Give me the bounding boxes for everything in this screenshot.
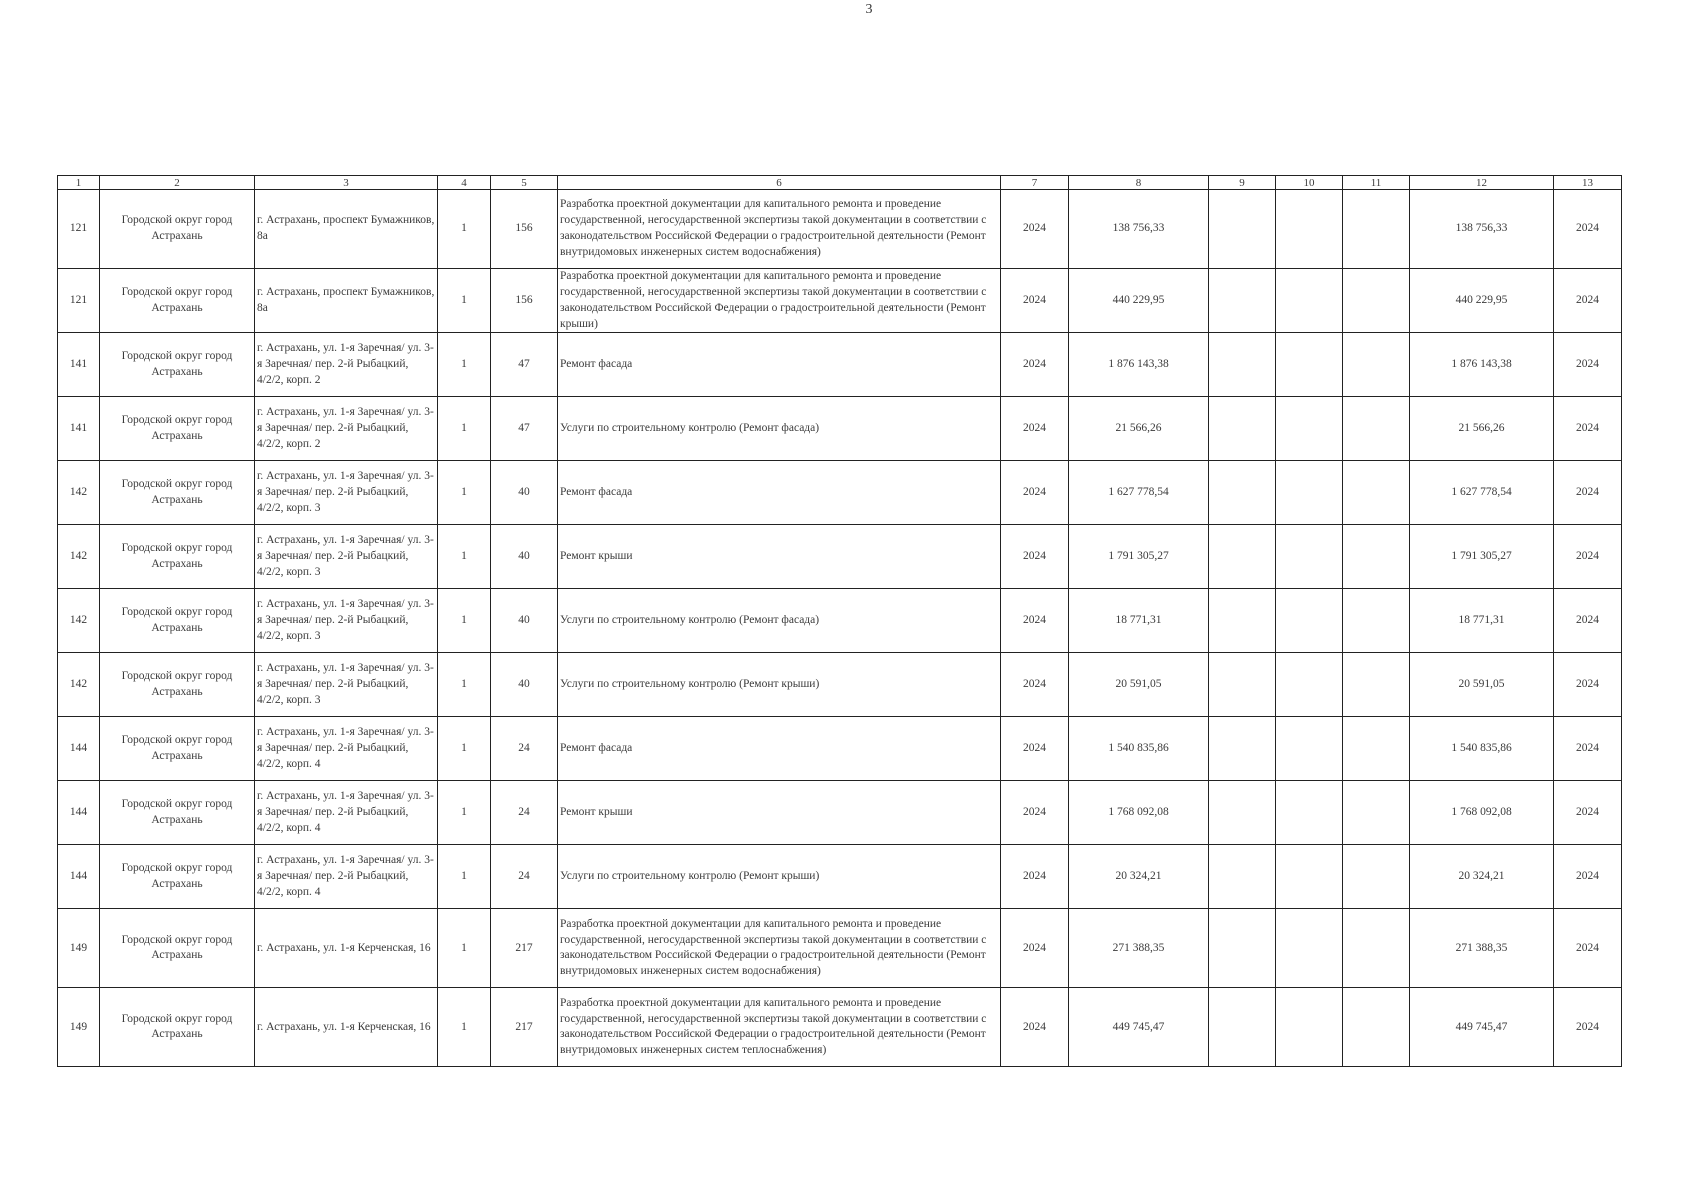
cell-col9 (1209, 717, 1276, 781)
cell-col9 (1209, 909, 1276, 988)
cell-amount: 1 768 092,08 (1410, 781, 1554, 845)
table-row (58, 589, 1622, 653)
column-header-3: 3 (255, 176, 438, 190)
cell-amount: 21 566,26 (1410, 397, 1554, 461)
table-row (58, 988, 1622, 1067)
cell-municipality: Городской округ город Астрахань (100, 333, 255, 397)
cell-work-type: Разработка проектной документации для капитального ремонта и проведение государственной, негосударственной экспертизы такой документации в соответствии с законодательством Российской Федерации о градостроительной деятельности (Ремонт крыши) (558, 269, 1001, 333)
cell-work-type: Ремонт фасада (558, 717, 1001, 781)
column-header-5: 5 (491, 176, 558, 190)
cell-object-number: 121 (58, 190, 100, 269)
column-header-9: 9 (1209, 176, 1276, 190)
cell-object-number: 142 (58, 653, 100, 717)
cell-municipality: Городской округ город Астрахань (100, 397, 255, 461)
cell-amount: 1 540 835,86 (1410, 717, 1554, 781)
cell-municipality: Городской округ город Астрахань (100, 190, 255, 269)
cell-address: г. Астрахань, ул. 1-я Заречная/ ул. 3-я Заречная/ пер. 2-й Рыбацкий, 4/2/2, корп. 4 (255, 845, 438, 909)
cell-col5: 24 (491, 717, 558, 781)
cell-col11 (1343, 845, 1410, 909)
cell-year: 2024 (1001, 190, 1069, 269)
table-row (58, 845, 1622, 909)
cell-end-year: 2024 (1554, 717, 1622, 781)
cell-address: г. Астрахань, ул. 1-я Заречная/ ул. 3-я Заречная/ пер. 2-й Рыбацкий, 4/2/2, корп. 4 (255, 781, 438, 845)
cell-address: г. Астрахань, ул. 1-я Заречная/ ул. 3-я Заречная/ пер. 2-й Рыбацкий, 4/2/2, корп. 3 (255, 461, 438, 525)
cell-object-number: 141 (58, 397, 100, 461)
column-header-8: 8 (1069, 176, 1209, 190)
cell-municipality: Городской округ город Астрахань (100, 781, 255, 845)
table-row (58, 717, 1622, 781)
cell-col11 (1343, 397, 1410, 461)
cell-address: г. Астрахань, ул. 1-я Керченская, 16 (255, 909, 438, 988)
cell-col9 (1209, 333, 1276, 397)
cell-year: 2024 (1001, 717, 1069, 781)
cell-col5: 217 (491, 988, 558, 1067)
cell-municipality: Городской округ город Астрахань (100, 845, 255, 909)
cell-work-type: Услуги по строительному контролю (Ремонт фасада) (558, 397, 1001, 461)
cell-col9 (1209, 461, 1276, 525)
column-header-10: 10 (1276, 176, 1343, 190)
cell-year: 2024 (1001, 781, 1069, 845)
cell-col4: 1 (438, 525, 491, 589)
cell-col9 (1209, 781, 1276, 845)
cell-amount: 20 591,05 (1410, 653, 1554, 717)
cell-object-number: 142 (58, 589, 100, 653)
column-header-7: 7 (1001, 176, 1069, 190)
table-row (58, 653, 1622, 717)
table-row (58, 269, 1622, 333)
cell-municipality: Городской округ город Астрахань (100, 653, 255, 717)
cell-end-year: 2024 (1554, 190, 1622, 269)
cell-work-type: Услуги по строительному контролю (Ремонт крыши) (558, 653, 1001, 717)
page-number: 3 (865, 2, 873, 17)
cell-municipality: Городской округ город Астрахань (100, 525, 255, 589)
cell-work-type: Разработка проектной документации для капитального ремонта и проведение государственной, негосударственной экспертизы такой документации в соответствии с законодательством Российской Федерации о градостроительной деятельности (Ремонт внутридомовых инженерных систем теплоснабжения) (558, 988, 1001, 1067)
column-header-4: 4 (438, 176, 491, 190)
cell-end-year: 2024 (1554, 333, 1622, 397)
cell-object-number: 142 (58, 461, 100, 525)
cell-cost: 1 627 778,54 (1069, 461, 1209, 525)
cell-col5: 156 (491, 190, 558, 269)
cell-year: 2024 (1001, 525, 1069, 589)
table-row (58, 781, 1622, 845)
cell-work-type: Разработка проектной документации для капитального ремонта и проведение государственной, негосударственной экспертизы такой документации в соответствии с законодательством Российской Федерации о градостроительной деятельности (Ремонт внутридомовых инженерных систем водоснабжения) (558, 190, 1001, 269)
cell-cost: 20 324,21 (1069, 845, 1209, 909)
cell-address: г. Астрахань, проспект Бумажников, 8а (255, 190, 438, 269)
cell-object-number: 144 (58, 781, 100, 845)
cell-end-year: 2024 (1554, 461, 1622, 525)
cell-col4: 1 (438, 909, 491, 988)
cell-year: 2024 (1001, 269, 1069, 333)
cell-address: г. Астрахань, ул. 1-я Заречная/ ул. 3-я Заречная/ пер. 2-й Рыбацкий, 4/2/2, корп. 3 (255, 525, 438, 589)
cell-work-type: Услуги по строительному контролю (Ремонт фасада) (558, 589, 1001, 653)
cell-end-year: 2024 (1554, 909, 1622, 988)
cell-work-type: Услуги по строительному контролю (Ремонт крыши) (558, 845, 1001, 909)
cell-col4: 1 (438, 589, 491, 653)
cell-col9 (1209, 190, 1276, 269)
cell-object-number: 121 (58, 269, 100, 333)
cell-year: 2024 (1001, 461, 1069, 525)
column-header-12: 12 (1410, 176, 1554, 190)
cell-col10 (1276, 525, 1343, 589)
cell-year: 2024 (1001, 909, 1069, 988)
cell-col9 (1209, 525, 1276, 589)
cell-col9 (1209, 589, 1276, 653)
cell-col10 (1276, 988, 1343, 1067)
cell-amount: 440 229,95 (1410, 269, 1554, 333)
cell-cost: 440 229,95 (1069, 269, 1209, 333)
cell-amount: 20 324,21 (1410, 845, 1554, 909)
column-header-6: 6 (558, 176, 1001, 190)
cell-work-type: Разработка проектной документации для капитального ремонта и проведение государственной, негосударственной экспертизы такой документации в соответствии с законодательством Российской Федерации о градостроительной деятельности (Ремонт внутридомовых инженерных систем водоснабжения) (558, 909, 1001, 988)
cell-year: 2024 (1001, 988, 1069, 1067)
column-header-13: 13 (1554, 176, 1622, 190)
cell-col5: 40 (491, 589, 558, 653)
cell-col4: 1 (438, 781, 491, 845)
cell-end-year: 2024 (1554, 525, 1622, 589)
cell-amount: 1 876 143,38 (1410, 333, 1554, 397)
column-header-11: 11 (1343, 176, 1410, 190)
cell-col9 (1209, 988, 1276, 1067)
cell-col11 (1343, 269, 1410, 333)
cell-col10 (1276, 333, 1343, 397)
cell-object-number: 142 (58, 525, 100, 589)
cell-col11 (1343, 988, 1410, 1067)
cell-cost: 1 876 143,38 (1069, 333, 1209, 397)
cell-col4: 1 (438, 333, 491, 397)
cell-col9 (1209, 269, 1276, 333)
cell-amount: 138 756,33 (1410, 190, 1554, 269)
cell-municipality: Городской округ город Астрахань (100, 988, 255, 1067)
cell-cost: 1 791 305,27 (1069, 525, 1209, 589)
table-row (58, 461, 1622, 525)
cell-col11 (1343, 909, 1410, 988)
cell-address: г. Астрахань, ул. 1-я Заречная/ ул. 3-я Заречная/ пер. 2-й Рыбацкий, 4/2/2, корп. 2 (255, 397, 438, 461)
cell-object-number: 144 (58, 717, 100, 781)
cell-col5: 40 (491, 653, 558, 717)
cell-cost: 138 756,33 (1069, 190, 1209, 269)
cell-col4: 1 (438, 988, 491, 1067)
cell-year: 2024 (1001, 589, 1069, 653)
cell-col5: 40 (491, 461, 558, 525)
table-row (58, 333, 1622, 397)
works-table (57, 175, 1622, 1067)
cell-col11 (1343, 333, 1410, 397)
cell-amount: 271 388,35 (1410, 909, 1554, 988)
column-header-1: 1 (58, 176, 100, 190)
cell-col10 (1276, 781, 1343, 845)
header-row (58, 176, 1622, 190)
cell-col5: 24 (491, 781, 558, 845)
cell-col10 (1276, 717, 1343, 781)
cell-cost: 449 745,47 (1069, 988, 1209, 1067)
cell-col5: 217 (491, 909, 558, 988)
cell-col4: 1 (438, 397, 491, 461)
cell-col11 (1343, 190, 1410, 269)
cell-work-type: Ремонт крыши (558, 525, 1001, 589)
cell-municipality: Городской округ город Астрахань (100, 909, 255, 988)
cell-year: 2024 (1001, 397, 1069, 461)
cell-amount: 18 771,31 (1410, 589, 1554, 653)
cell-amount: 1 791 305,27 (1410, 525, 1554, 589)
table-row (58, 397, 1622, 461)
cell-col10 (1276, 653, 1343, 717)
cell-col11 (1343, 525, 1410, 589)
cell-col4: 1 (438, 269, 491, 333)
table-row (58, 525, 1622, 589)
cell-work-type: Ремонт фасада (558, 461, 1001, 525)
cell-col11 (1343, 653, 1410, 717)
cell-end-year: 2024 (1554, 589, 1622, 653)
cell-object-number: 144 (58, 845, 100, 909)
cell-cost: 18 771,31 (1069, 589, 1209, 653)
cell-col11 (1343, 589, 1410, 653)
cell-cost: 20 591,05 (1069, 653, 1209, 717)
cell-address: г. Астрахань, проспект Бумажников, 8а (255, 269, 438, 333)
cell-col11 (1343, 781, 1410, 845)
cell-object-number: 149 (58, 909, 100, 988)
cell-municipality: Городской округ город Астрахань (100, 589, 255, 653)
cell-col10 (1276, 845, 1343, 909)
cell-col4: 1 (438, 717, 491, 781)
cell-col4: 1 (438, 190, 491, 269)
cell-end-year: 2024 (1554, 781, 1622, 845)
cell-cost: 21 566,26 (1069, 397, 1209, 461)
cell-col5: 156 (491, 269, 558, 333)
cell-cost: 1 540 835,86 (1069, 717, 1209, 781)
cell-address: г. Астрахань, ул. 1-я Заречная/ ул. 3-я Заречная/ пер. 2-й Рыбацкий, 4/2/2, корп. 4 (255, 717, 438, 781)
cell-address: г. Астрахань, ул. 1-я Заречная/ ул. 3-я Заречная/ пер. 2-й Рыбацкий, 4/2/2, корп. 2 (255, 333, 438, 397)
cell-col5: 47 (491, 333, 558, 397)
cell-col11 (1343, 717, 1410, 781)
cell-municipality: Городской округ город Астрахань (100, 461, 255, 525)
cell-cost: 271 388,35 (1069, 909, 1209, 988)
cell-col4: 1 (438, 461, 491, 525)
cell-year: 2024 (1001, 845, 1069, 909)
cell-end-year: 2024 (1554, 397, 1622, 461)
cell-col9 (1209, 845, 1276, 909)
cell-col4: 1 (438, 845, 491, 909)
cell-col10 (1276, 190, 1343, 269)
cell-work-type: Ремонт крыши (558, 781, 1001, 845)
cell-end-year: 2024 (1554, 988, 1622, 1067)
cell-cost: 1 768 092,08 (1069, 781, 1209, 845)
cell-object-number: 141 (58, 333, 100, 397)
cell-col10 (1276, 397, 1343, 461)
cell-municipality: Городской округ город Астрахань (100, 269, 255, 333)
cell-col10 (1276, 269, 1343, 333)
cell-col5: 47 (491, 397, 558, 461)
cell-year: 2024 (1001, 333, 1069, 397)
cell-end-year: 2024 (1554, 269, 1622, 333)
cell-municipality: Городской округ город Астрахань (100, 717, 255, 781)
cell-end-year: 2024 (1554, 845, 1622, 909)
cell-address: г. Астрахань, ул. 1-я Керченская, 16 (255, 988, 438, 1067)
cell-col5: 24 (491, 845, 558, 909)
cell-col10 (1276, 461, 1343, 525)
cell-col10 (1276, 589, 1343, 653)
column-header-2: 2 (100, 176, 255, 190)
cell-work-type: Ремонт фасада (558, 333, 1001, 397)
table-row (58, 190, 1622, 269)
cell-amount: 1 627 778,54 (1410, 461, 1554, 525)
table-row (58, 909, 1622, 988)
cell-col10 (1276, 909, 1343, 988)
cell-address: г. Астрахань, ул. 1-я Заречная/ ул. 3-я Заречная/ пер. 2-й Рыбацкий, 4/2/2, корп. 3 (255, 653, 438, 717)
cell-address: г. Астрахань, ул. 1-я Заречная/ ул. 3-я Заречная/ пер. 2-й Рыбацкий, 4/2/2, корп. 3 (255, 589, 438, 653)
cell-col11 (1343, 461, 1410, 525)
cell-col5: 40 (491, 525, 558, 589)
cell-col9 (1209, 653, 1276, 717)
cell-amount: 449 745,47 (1410, 988, 1554, 1067)
cell-col4: 1 (438, 653, 491, 717)
cell-end-year: 2024 (1554, 653, 1622, 717)
cell-year: 2024 (1001, 653, 1069, 717)
cell-col9 (1209, 397, 1276, 461)
cell-object-number: 149 (58, 988, 100, 1067)
